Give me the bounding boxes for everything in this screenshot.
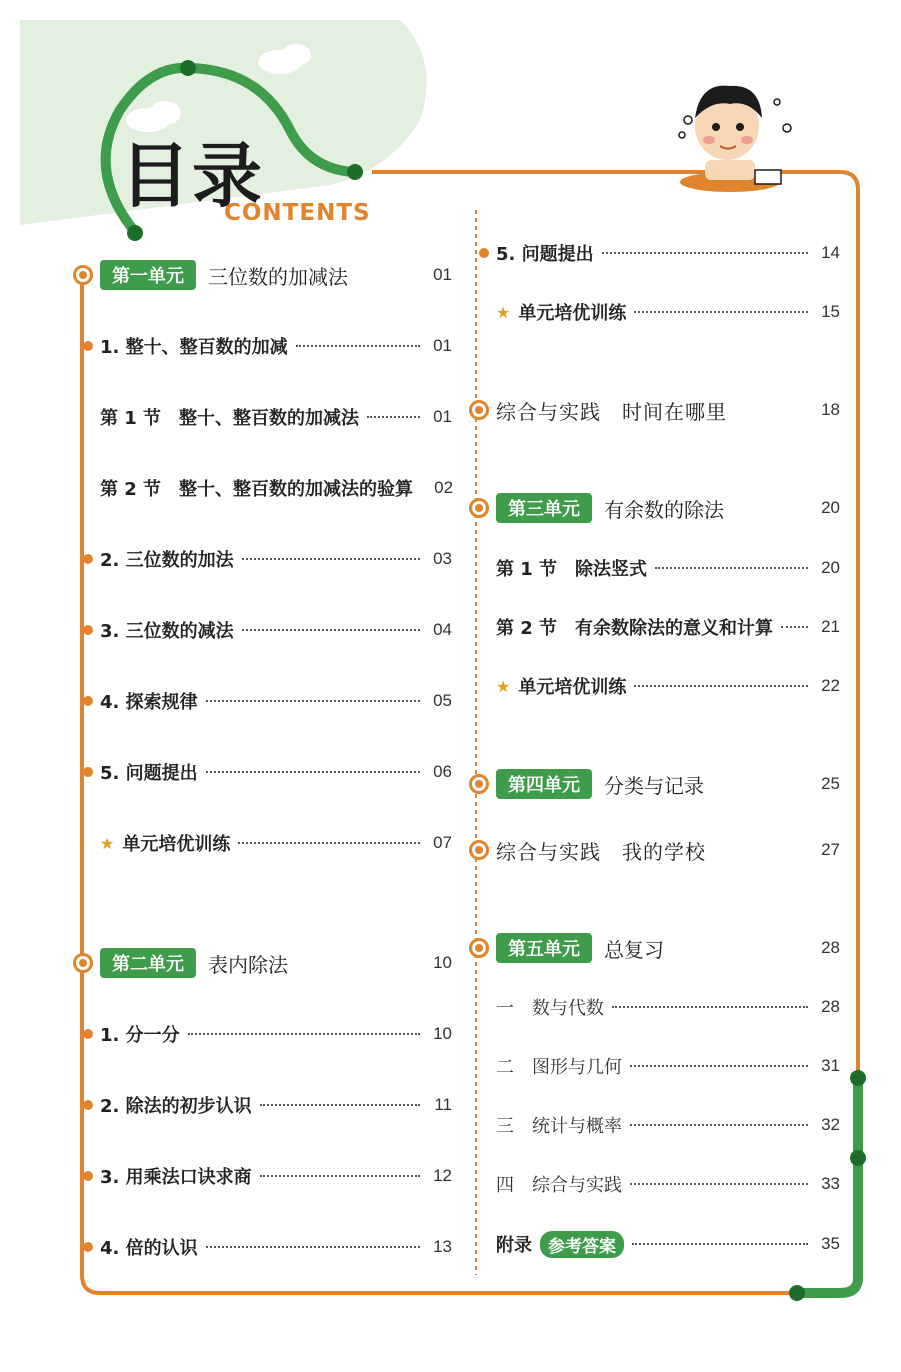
unit-marker-icon: [469, 498, 489, 518]
boy-reading-icon: [679, 86, 791, 192]
toc-entry[interactable]: [496, 835, 840, 865]
toc-entry[interactable]: [496, 769, 840, 799]
unit-badge: 第三单元: [496, 493, 592, 523]
entry-title: 综合与实践 时间在哪里: [496, 399, 727, 424]
toc-entry[interactable]: [100, 1019, 452, 1049]
toc-entry[interactable]: [496, 671, 840, 701]
entry-title: 4. 倍的认识: [100, 1238, 198, 1259]
entry-title: 5. 问题提出: [496, 244, 594, 265]
entry-title: 单元培优训练: [518, 303, 627, 324]
bullet-icon: [83, 554, 93, 564]
entry-title: 表内除法: [208, 952, 288, 977]
page-number: 20: [821, 498, 840, 517]
entry-title: 三位数的加减法: [208, 264, 348, 289]
unit-marker-icon: [73, 953, 93, 973]
dot-leader: [634, 311, 808, 313]
entry-title: 3. 三位数的减法: [100, 621, 234, 642]
unit-badge: 第二单元: [100, 948, 196, 978]
entry-title: 二 图形与几何: [496, 1057, 622, 1078]
page-number: 03: [433, 549, 452, 568]
toc-entry[interactable]: [100, 828, 452, 858]
dot-leader: [260, 1175, 420, 1177]
star-icon: ★: [496, 676, 511, 696]
toc-entry[interactable]: [100, 686, 452, 716]
dot-leader: [367, 416, 420, 418]
toc-entry[interactable]: [496, 553, 840, 583]
page-number: 10: [433, 953, 452, 972]
toc-entry[interactable]: [496, 612, 840, 642]
entry-title: 分类与记录: [604, 773, 704, 798]
toc-entry[interactable]: [100, 544, 452, 574]
bullet-icon: [83, 1171, 93, 1181]
page-number: 18: [821, 400, 840, 419]
toc-entry[interactable]: [100, 331, 452, 361]
dot-leader: [206, 1246, 420, 1248]
bullet-icon: [479, 248, 489, 258]
toc-entry[interactable]: [496, 1110, 840, 1140]
dot-leader: [188, 1033, 420, 1035]
bullet-icon: [83, 341, 93, 351]
toc-entry[interactable]: [100, 615, 452, 645]
entry-title: 有余数的除法: [604, 497, 724, 522]
dot-leader: [260, 1104, 420, 1106]
entry-title: 三 统计与概率: [496, 1116, 622, 1137]
page-number: 31: [821, 1056, 840, 1075]
page-number: 33: [821, 1174, 840, 1193]
toc-entry[interactable]: [100, 260, 452, 290]
toc-entry[interactable]: [496, 1229, 840, 1259]
page-number: 25: [821, 774, 840, 793]
entry-title: 1. 分一分: [100, 1025, 180, 1046]
entry-title: 3. 用乘法口诀求商: [100, 1167, 252, 1188]
unit-badge: 第一单元: [100, 260, 196, 290]
entry-title: 2. 除法的初步认识: [100, 1096, 252, 1117]
dot-leader: [242, 629, 420, 631]
toc-entry[interactable]: [496, 1169, 840, 1199]
entry-title: 2. 三位数的加法: [100, 550, 234, 571]
page-number: 21: [821, 617, 840, 636]
dot-leader: [630, 1183, 808, 1185]
dot-leader: [630, 1065, 808, 1067]
page-number: 04: [433, 620, 452, 639]
entry-title: 一 数与代数: [496, 998, 604, 1019]
toc-entry[interactable]: [100, 473, 452, 503]
page-number: 27: [821, 840, 840, 859]
toc-entry[interactable]: [100, 948, 452, 978]
toc-entry[interactable]: [496, 297, 840, 327]
page-title: 目录: [120, 135, 264, 217]
dot-leader: [634, 685, 808, 687]
page-number: 28: [821, 997, 840, 1016]
bullet-icon: [83, 1100, 93, 1110]
entry-title: 单元培优训练: [518, 677, 627, 698]
page-number: 01: [433, 407, 452, 426]
page-number: 07: [433, 833, 452, 852]
dot-leader: [612, 1006, 808, 1008]
toc-entry[interactable]: [100, 1090, 452, 1120]
unit-marker-icon: [73, 265, 93, 285]
entry-title: 综合与实践 我的学校: [496, 839, 706, 864]
star-icon: ★: [100, 833, 115, 853]
entry-title: 1. 整十、整百数的加减: [100, 337, 288, 358]
dot-leader: [206, 700, 420, 702]
dot-leader: [242, 558, 420, 560]
unit-badge: 第五单元: [496, 933, 592, 963]
entry-title: 附录: [496, 1235, 532, 1256]
entry-title: 第 1 节 除法竖式: [496, 559, 648, 580]
page-number: 11: [434, 1095, 452, 1114]
unit-marker-icon: [469, 774, 489, 794]
toc-entry[interactable]: [496, 395, 840, 425]
entry-title: 第 1 节 整十、整百数的加减法: [100, 408, 360, 429]
page-number: 01: [433, 265, 452, 284]
entry-title: 第 2 节 整十、整百数的加减法的验算: [100, 479, 414, 500]
bullet-icon: [83, 625, 93, 635]
page-number: 15: [821, 302, 840, 321]
toc-entry[interactable]: [496, 992, 840, 1022]
dot-leader: [655, 567, 808, 569]
dot-leader: [238, 842, 420, 844]
page-number: 10: [433, 1024, 452, 1043]
toc-entry[interactable]: [100, 1232, 452, 1262]
toc-entry[interactable]: [100, 757, 452, 787]
unit-marker-icon: [469, 400, 489, 420]
bullet-icon: [83, 1242, 93, 1252]
page-number: 35: [821, 1234, 840, 1253]
star-icon: ★: [496, 302, 511, 322]
answer-badge: 参考答案: [540, 1231, 624, 1258]
dot-leader: [632, 1243, 808, 1245]
dot-leader: [206, 771, 420, 773]
page-number: 01: [433, 336, 452, 355]
page-number: 22: [821, 676, 840, 695]
page-number: 02: [434, 478, 454, 497]
toc-entry[interactable]: [100, 402, 452, 432]
page-subtitle: CONTENTS: [224, 200, 371, 226]
page-number: 06: [433, 762, 452, 781]
page-number: 28: [821, 938, 840, 957]
dot-leader: [630, 1124, 808, 1126]
toc-entry[interactable]: [496, 493, 840, 523]
page-number: 05: [433, 691, 452, 710]
unit-marker-icon: [469, 840, 489, 860]
toc-entry[interactable]: [496, 933, 840, 963]
page-number: 32: [821, 1115, 840, 1134]
entry-title: 单元培优训练: [122, 834, 231, 855]
toc-entry[interactable]: [100, 1161, 452, 1191]
toc-entry[interactable]: [496, 1051, 840, 1081]
entry-title: 总复习: [604, 937, 664, 962]
dot-leader: [296, 345, 420, 347]
page-number: 13: [433, 1237, 452, 1256]
dot-leader: [602, 252, 808, 254]
page-number: 20: [821, 558, 840, 577]
toc-entry[interactable]: [496, 238, 840, 268]
entry-title: 第 2 节 有余数除法的意义和计算: [496, 618, 774, 639]
unit-badge: 第四单元: [496, 769, 592, 799]
dot-leader: [781, 626, 808, 628]
entry-title: 5. 问题提出: [100, 763, 198, 784]
bullet-icon: [83, 767, 93, 777]
unit-marker-icon: [469, 938, 489, 958]
page-number: 12: [433, 1166, 452, 1185]
bullet-icon: [83, 1029, 93, 1039]
page-number: 14: [821, 243, 840, 262]
entry-title: 四 综合与实践: [496, 1175, 622, 1196]
entry-title: 4. 探索规律: [100, 692, 198, 713]
bullet-icon: [83, 696, 93, 706]
